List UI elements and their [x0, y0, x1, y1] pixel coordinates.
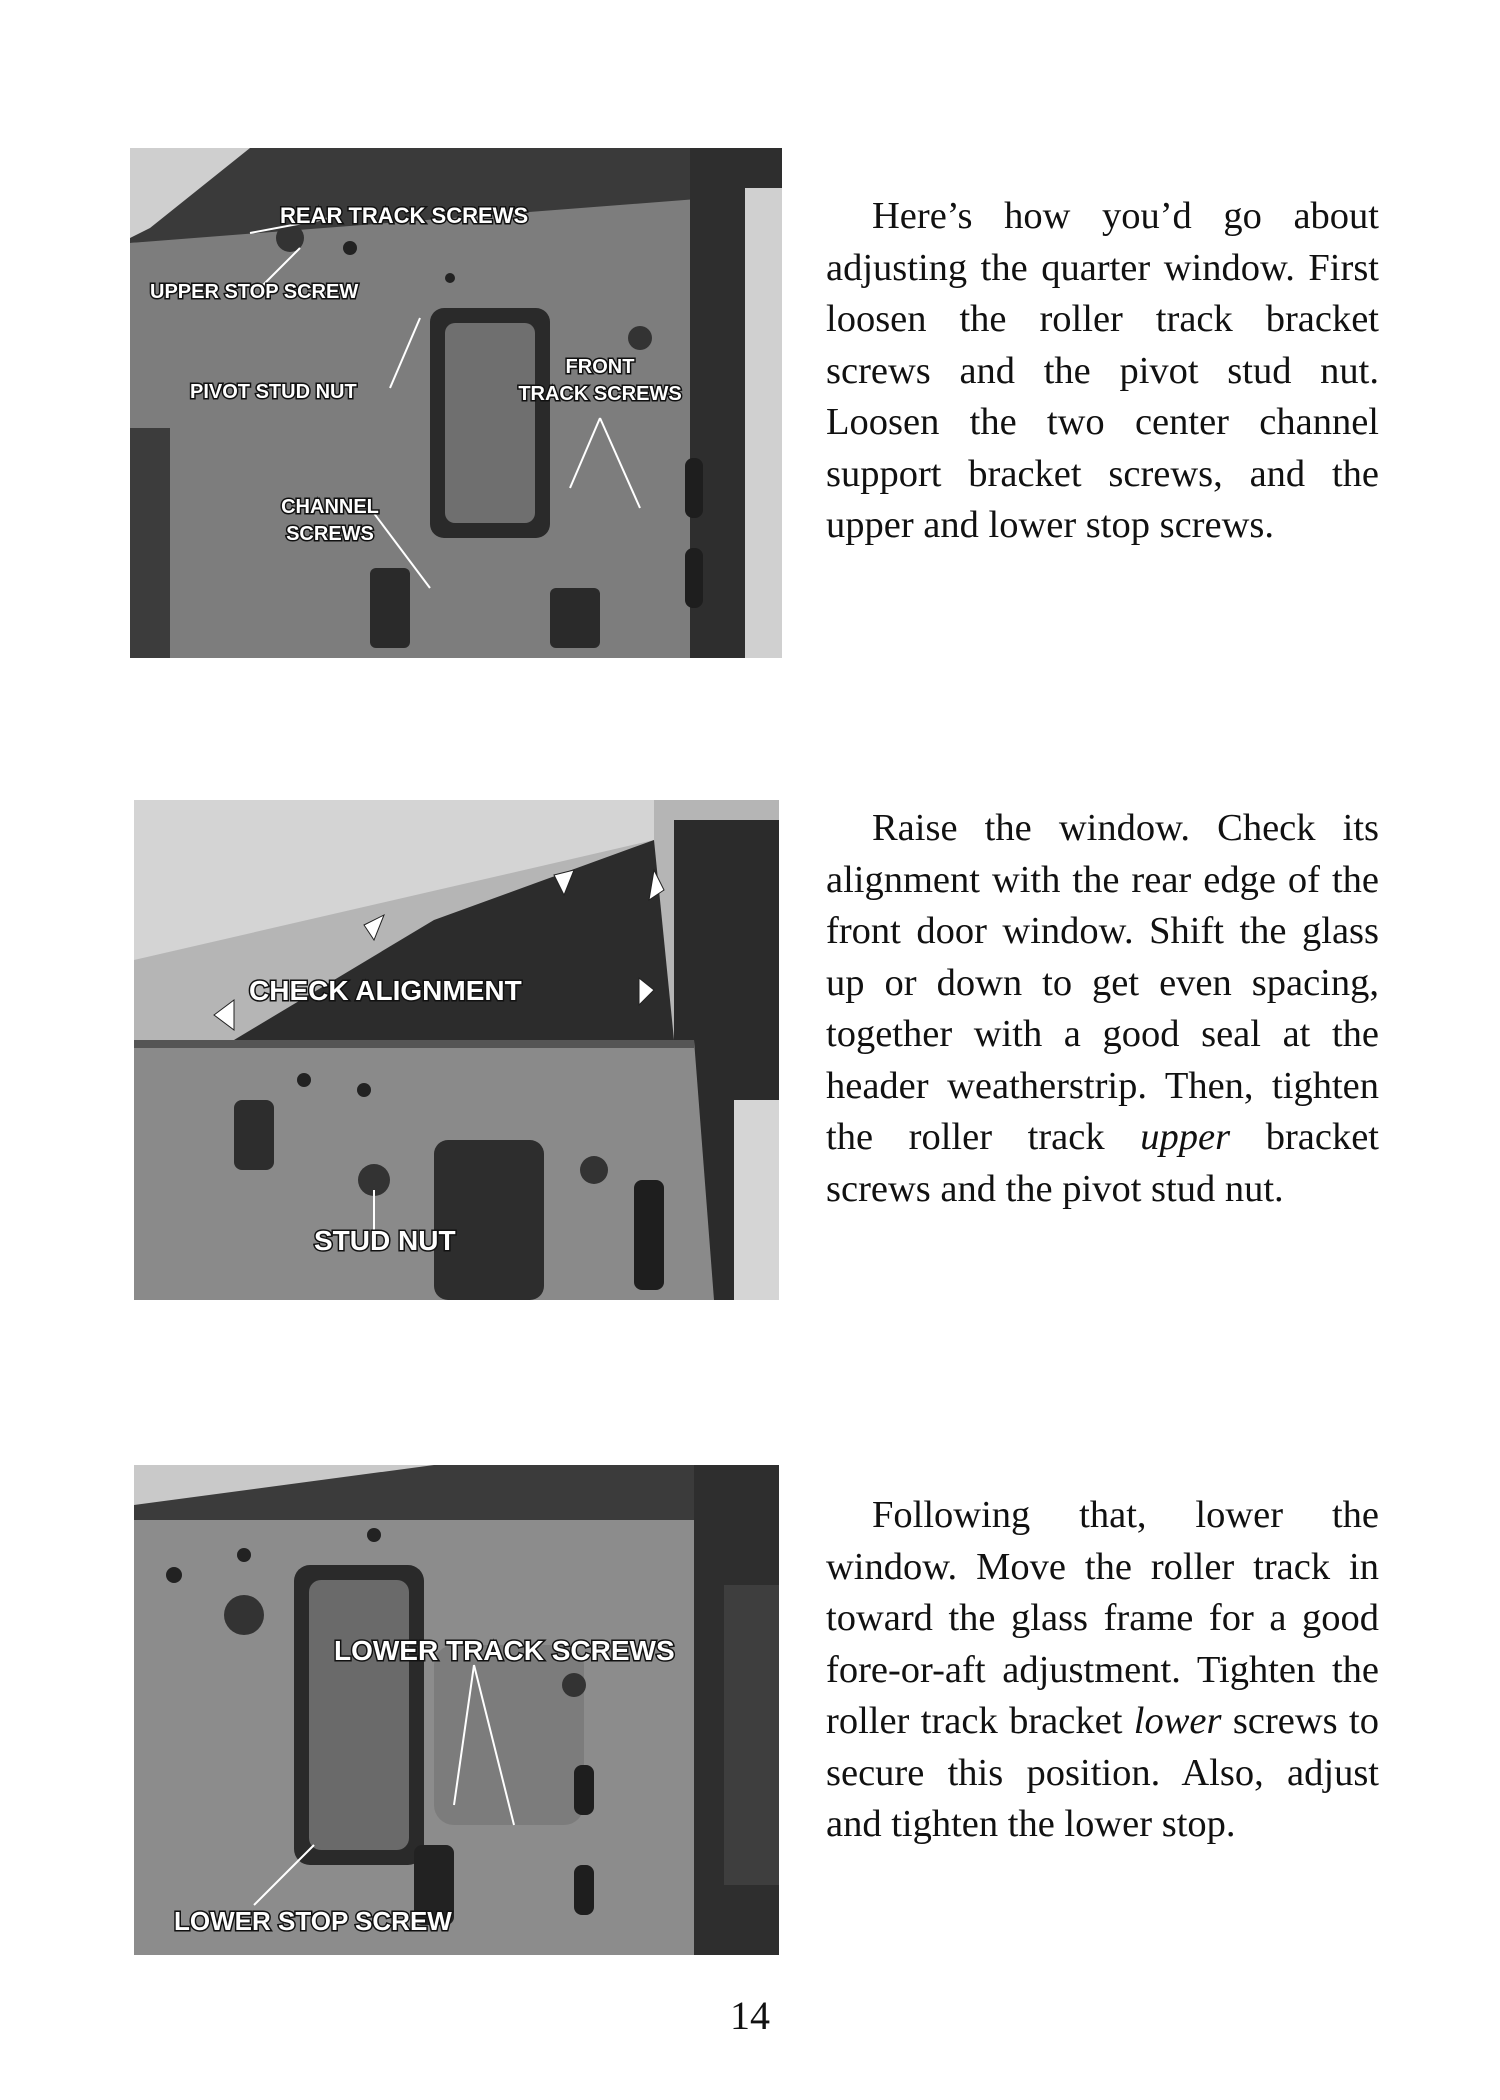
- label-channel-2: SCREWS: [286, 523, 374, 545]
- label-check-alignment: CHECK ALIGNMENT: [249, 975, 522, 1006]
- photo-lower-track-screws: [134, 1465, 779, 1955]
- paragraph-2-italic: upper: [1140, 1116, 1231, 1158]
- paragraph-3: [826, 1490, 1379, 1851]
- page-number: 14: [730, 1993, 770, 2038]
- label-lower-track-screws: LOWER TRACK SCREWS: [334, 1635, 675, 1666]
- paragraph-2: [826, 803, 1379, 1215]
- label-upper-stop-screw: UPPER STOP SCREW: [150, 281, 359, 303]
- label-front-track-2: TRACK SCREWS: [518, 383, 682, 405]
- label-lower-stop-screw: LOWER STOP SCREW: [174, 1906, 452, 1936]
- paragraph-3-italic: lower: [1133, 1700, 1222, 1742]
- label-rear-track-screws: REAR TRACK SCREWS: [280, 203, 529, 228]
- label-pivot-stud-nut: PIVOT STUD NUT: [190, 381, 357, 403]
- paragraph-3-text-b: screws to secure this position. Also, adjust and tighten the lower stop.: [826, 1700, 1379, 1845]
- photo-quarter-window-screws: [130, 148, 782, 658]
- photo-check-alignment: [134, 800, 779, 1300]
- paragraph-1: Here’s how you’d go about adjusting the quarter window. First loosen the roller track bracket screws and the pivot stud nut. Loosen the two center channel support bracket screws, and the upper and lower stop screws.: [826, 195, 1379, 546]
- paragraph-2-text-b: bracket screws and the pivot stud nut.: [826, 1116, 1379, 1210]
- label-stud-nut: STUD NUT: [314, 1225, 456, 1256]
- label-front-track-1: FRONT: [565, 356, 635, 378]
- paragraph-3-text-a: Following that, lower the window. Move the roller track in toward the glass frame for a good fore-or-aft adjustment. Tighten the roller track bracket: [826, 1494, 1379, 1742]
- label-channel-1: CHANNEL: [281, 496, 379, 518]
- paragraph-2-text-a: Raise the window. Check its alignment with the rear edge of the front door window. Shift the glass up or down to get even spacing, together with a good seal at the header weatherstrip. Then, tighten the roller track: [826, 807, 1379, 1158]
